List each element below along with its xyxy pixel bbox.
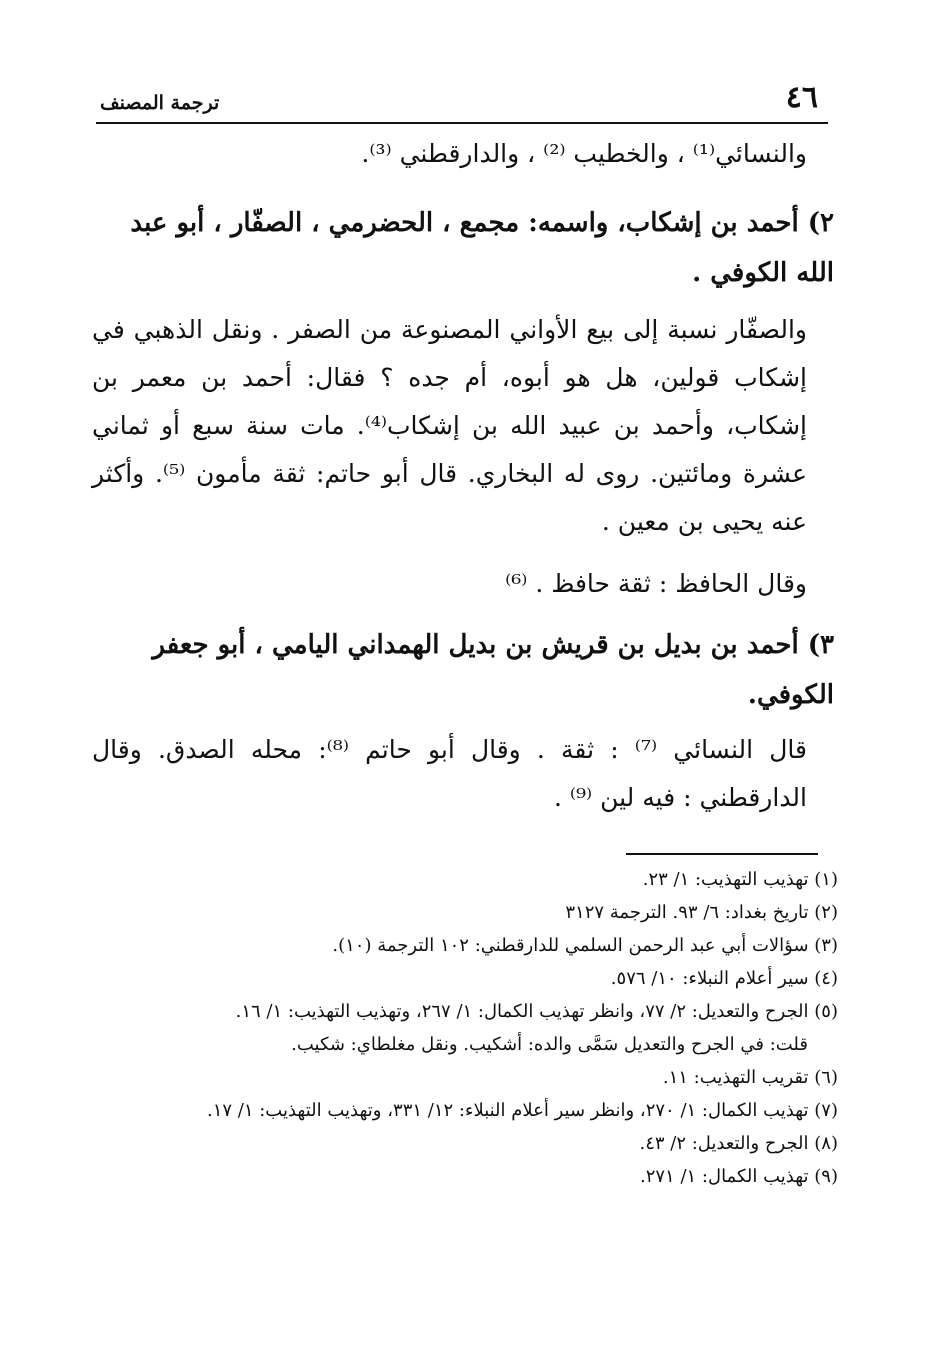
entry-3-heading: ٣) أحمد بن بديل بن قريش بن بديل الهمداني اليامي ، أبو جعفر الكوفي.: [152, 630, 834, 710]
footnote-9: (٩) تهذيب الكمال: ١/ ٢٧١.: [639, 1166, 838, 1187]
footnote-2: (٢) تاريخ بغداد: ٦/ ٩٣. الترجمة ٣١٢٧: [565, 902, 838, 923]
footnote-5-note: قلت: في الجرح والتعديل سَمَّى والده: أشكيب. ونقل مغلطاي: شكيب.: [291, 1034, 808, 1055]
footnote-6: (٦) تقريب التهذيب: ١١.: [662, 1067, 838, 1088]
page-number: ٤٦: [785, 80, 818, 115]
footnotes: [98, 863, 838, 1193]
footnote-1: (١) تهذيب التهذيب: ١/ ٢٣.: [642, 869, 838, 890]
footnote-5: (٥) الجرح والتعديل: ٢/ ٧٧، وانظر تهذيب الكمال: ١/ ٢٦٧، وتهذيب التهذيب: ١/ ١٦.: [235, 1001, 838, 1022]
footnote-7: (٧) تهذيب الكمال: ١/ ٢٧٠، وانظر سير أعلام النبلاء: ١٢/ ٣٣١، وتهذيب التهذيب: ١/ ١٧.: [206, 1100, 838, 1121]
entry-3-paragraph: قال النسائي ⁽⁷⁾ : ثقة . وقال أبو حاتم ⁽⁸⁾: محله الصدق. وقال الدارقطني : فيه لين ⁽⁹⁾ .: [92, 735, 807, 812]
running-header: [96, 78, 828, 124]
entry-2-paragraph: والصفّار نسبة إلى بيع الأواني المصنوعة من الصفر . ونقل الذهبي في إشكاب قولين، هل هو أبوه، أم جده ؟ فقال: أحمد بن معمر بن إشكاب، وأحمد بن عبيد الله بن إشكاب⁽⁴⁾. مات سنة سبع أو ثماني عشرة ومائتين. روى له البخاري. قال أبو حاتم: ثقة مأمون ⁽⁵⁾. وأكثر عنه يحيى بن معين .: [92, 315, 807, 536]
entry-2-heading: ٢) أحمد بن إشكاب، واسمه: مجمع ، الحضرمي ، الصفّار ، أبو عبد الله الكوفي .: [130, 208, 834, 288]
entry-2-hafiz-line: وقال الحافظ : ثقة حافظ . ⁽⁶⁾: [505, 569, 807, 598]
footnote-8: (٨) الجرح والتعديل: ٢/ ٤٣.: [639, 1133, 838, 1154]
footnote-4: (٤) سير أعلام النبلاء: ١٠/ ٥٧٦.: [610, 968, 838, 989]
footnote-3: (٣) سؤالات أبي عبد الرحمن السلمي للدارقطني: ١٠٢ الترجمة (١٠).: [332, 935, 838, 956]
continuation-line: والنسائي⁽¹⁾ ، والخطيب ⁽²⁾ ، والدارقطني ⁽³⁾.: [361, 139, 807, 168]
header-section-title: ترجمة المصنف: [100, 92, 220, 114]
footnote-separator: [626, 853, 818, 855]
